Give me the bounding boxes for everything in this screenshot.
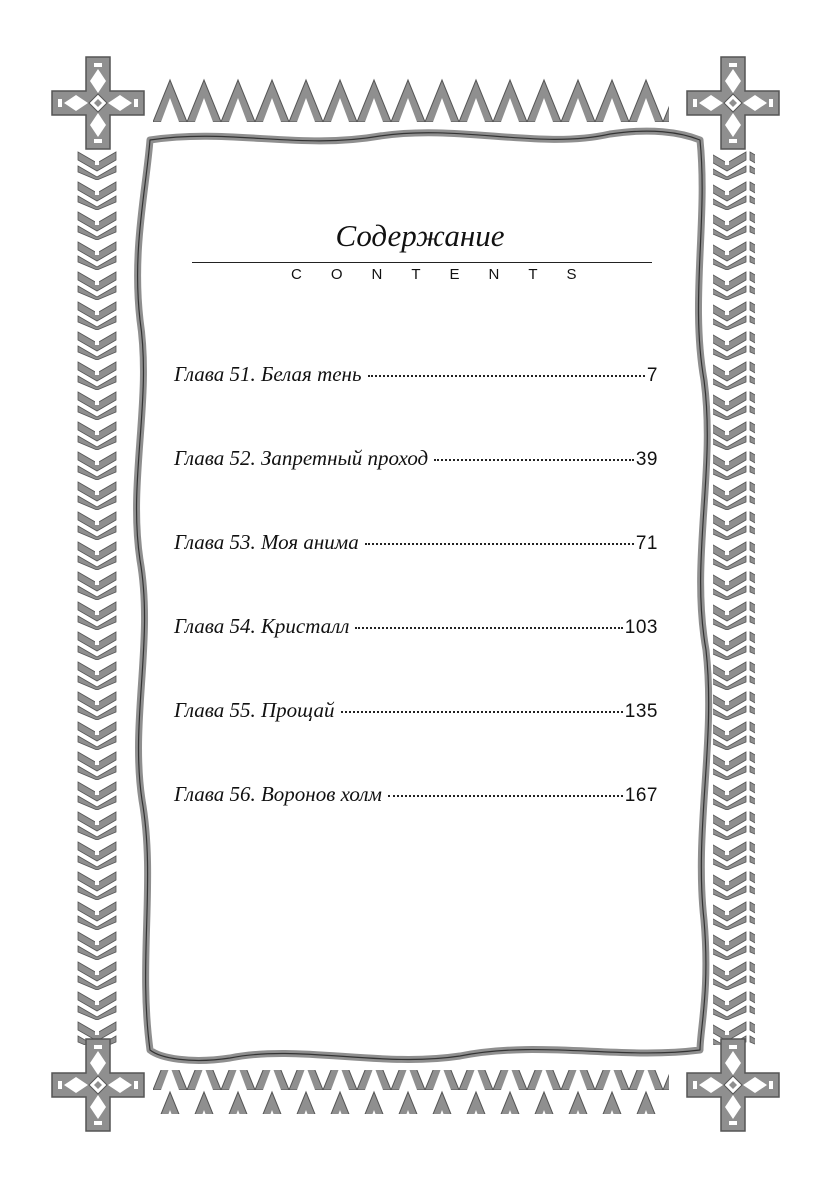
top-zigzag-band xyxy=(153,78,669,122)
left-chevron-band xyxy=(76,150,118,1045)
toc-entry[interactable] xyxy=(174,362,658,446)
page-title: Содержание xyxy=(335,218,505,253)
dot-leader xyxy=(365,543,634,545)
toc-entry-page: 7 xyxy=(646,365,658,386)
dot-leader xyxy=(434,459,634,461)
toc-entry-page: 135 xyxy=(624,701,658,722)
toc-entry-title: Глава 56. Воронов холм xyxy=(174,782,382,806)
toc-entry-page: 71 xyxy=(635,533,658,554)
toc-entry-page: 103 xyxy=(624,617,658,638)
toc-entry[interactable] xyxy=(174,446,658,530)
ornamental-cross-icon xyxy=(52,57,144,149)
dot-leader xyxy=(341,711,623,713)
ornamental-cross-icon xyxy=(687,57,779,149)
ornamental-cross-icon xyxy=(52,1039,144,1131)
toc-entry-page: 39 xyxy=(635,449,658,470)
toc-entry-title: Глава 55. Прощай xyxy=(174,698,335,722)
toc-entry-title: Глава 54. Кристалл xyxy=(174,614,350,638)
page-subtitle: CONTENTS xyxy=(291,266,606,283)
toc-entry[interactable] xyxy=(174,530,658,614)
dot-leader xyxy=(368,375,645,377)
dot-leader xyxy=(388,795,623,797)
toc-entry-title: Глава 52. Запретный проход xyxy=(174,446,429,470)
dot-leader xyxy=(355,627,622,629)
toc-entry[interactable] xyxy=(174,782,658,866)
toc-entry-page: 167 xyxy=(624,785,658,806)
bottom-zigzag-band xyxy=(153,1070,669,1114)
toc-entry-title: Глава 53. Моя анима xyxy=(174,530,359,554)
toc-entry-title: Глава 51. Белая тень xyxy=(174,362,362,386)
right-chevron-band xyxy=(713,150,755,1045)
table-of-contents xyxy=(174,362,658,866)
toc-entry[interactable] xyxy=(174,698,658,782)
toc-entry[interactable] xyxy=(174,614,658,698)
title-divider xyxy=(192,262,652,263)
